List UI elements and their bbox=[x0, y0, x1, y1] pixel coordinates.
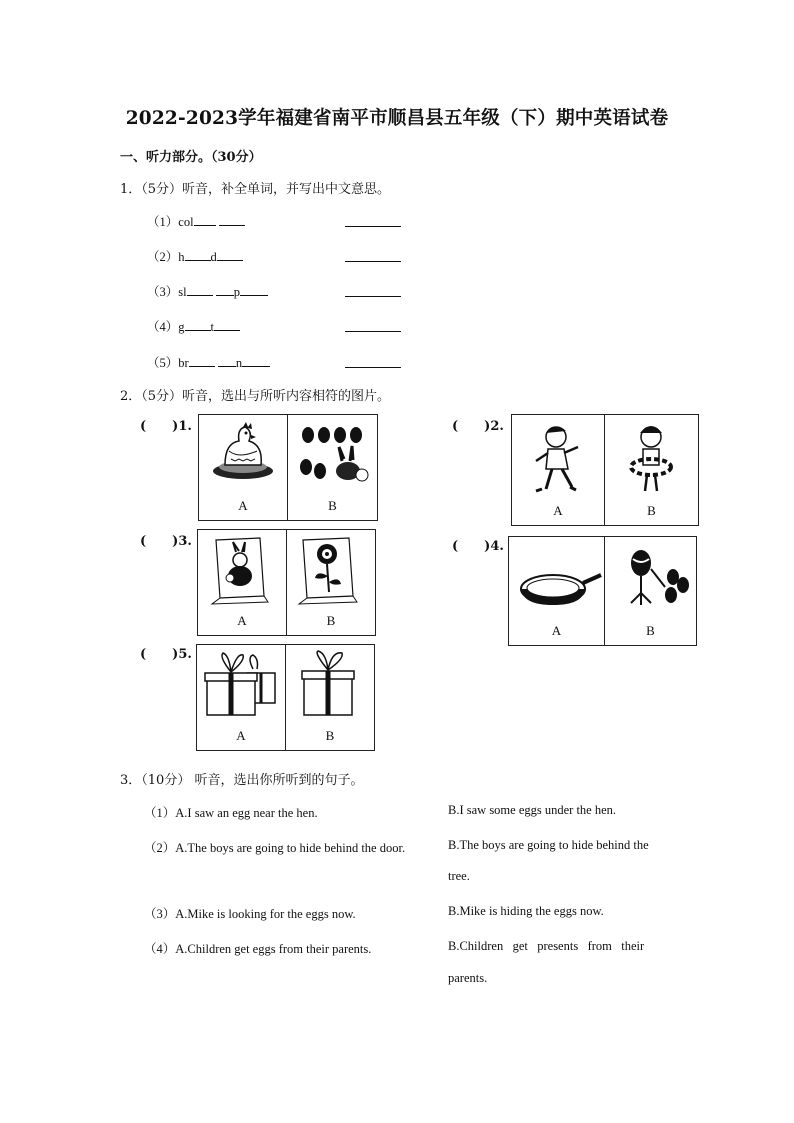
q1-item-1 bbox=[147, 212, 245, 230]
answer-paren[interactable]: ( ) bbox=[452, 539, 491, 554]
q1-item-5 bbox=[147, 353, 270, 371]
sentence-a: A.The boys are going to hide behind the door. bbox=[175, 841, 406, 855]
word-part: h bbox=[178, 250, 185, 264]
fill-blank[interactable] bbox=[217, 248, 243, 261]
sentence-a: A.Children get eggs from their parents. bbox=[175, 942, 372, 956]
fill-blank[interactable] bbox=[242, 354, 270, 367]
option-a[interactable] bbox=[199, 415, 287, 520]
option-a[interactable] bbox=[198, 530, 286, 635]
meaning-answer-line-2[interactable] bbox=[345, 261, 401, 262]
fill-blank[interactable] bbox=[216, 283, 234, 296]
meaning-answer-line-5[interactable] bbox=[345, 367, 401, 368]
q2-picture-pair-4 bbox=[508, 536, 697, 646]
q3-item-3-option-b[interactable]: B.Mike is hiding the eggs now. bbox=[448, 904, 604, 918]
fill-blank[interactable] bbox=[194, 213, 216, 226]
q3-item-1-option-a[interactable] bbox=[144, 803, 318, 821]
item-number: （4） bbox=[144, 942, 176, 956]
q3-item-4-option-b-cont: parents. bbox=[448, 971, 488, 985]
item-number: 2. bbox=[490, 419, 504, 434]
item-number: （2） bbox=[147, 250, 179, 264]
item-number: 3. bbox=[178, 534, 192, 549]
fill-blank[interactable] bbox=[189, 354, 215, 367]
fill-blank[interactable] bbox=[187, 283, 213, 296]
item-number: 4. bbox=[490, 539, 504, 554]
meaning-answer-line-3[interactable] bbox=[345, 296, 401, 297]
word-part: d bbox=[210, 250, 217, 264]
q3-item-2-option-b[interactable]: B.The boys are going to hide behind the bbox=[448, 838, 649, 852]
q2-picture-pair-1 bbox=[198, 414, 378, 521]
label-b: B bbox=[647, 503, 656, 518]
q1-item-2 bbox=[147, 247, 243, 265]
q2-answer-paren-3[interactable] bbox=[140, 530, 192, 549]
item-number: （1） bbox=[144, 806, 176, 820]
q1-item-3 bbox=[147, 282, 268, 300]
page-title: 2022-2023学年福建省南平市顺昌县五年级（下）期中英语试卷 bbox=[125, 108, 669, 129]
fill-blank[interactable] bbox=[240, 283, 268, 296]
word-part: g bbox=[178, 320, 185, 334]
word-part: p bbox=[233, 285, 240, 299]
q1-item-4 bbox=[147, 317, 240, 335]
answer-paren[interactable]: ( ) bbox=[140, 419, 179, 434]
section-listening-heading: 一、听力部分。（30分） bbox=[120, 150, 262, 165]
item-number: （2） bbox=[144, 841, 176, 855]
q2-answer-paren-2[interactable] bbox=[452, 415, 504, 434]
q3-item-3-option-a[interactable] bbox=[144, 904, 356, 922]
option-a[interactable] bbox=[509, 537, 604, 645]
meaning-answer-line-1[interactable] bbox=[345, 226, 401, 227]
option-b[interactable] bbox=[286, 530, 375, 635]
q2-answer-paren-4[interactable] bbox=[452, 535, 504, 554]
item-number: （3） bbox=[147, 285, 179, 299]
fill-blank[interactable] bbox=[219, 213, 245, 226]
word-part: sl bbox=[178, 285, 187, 299]
word-part: t bbox=[210, 320, 214, 334]
word-part: n bbox=[235, 356, 243, 370]
q3-item-4-option-b[interactable]: B.Children get presents from their bbox=[448, 939, 645, 953]
question-3-stem: 3．（10分） 听音，选出你所听到的句子。 bbox=[120, 773, 364, 788]
item-number: （4） bbox=[147, 320, 179, 334]
fill-blank[interactable] bbox=[185, 318, 211, 331]
question-2-stem: 2．（5分）听音，选出与所听内容相符的图片。 bbox=[120, 389, 391, 404]
option-b[interactable] bbox=[287, 415, 377, 520]
label-b: B bbox=[328, 498, 337, 513]
fill-blank[interactable] bbox=[185, 248, 211, 261]
fill-blank[interactable] bbox=[214, 318, 240, 331]
fill-blank[interactable] bbox=[218, 354, 236, 367]
q2-picture-pair-3 bbox=[197, 529, 376, 636]
label-b: B bbox=[325, 728, 335, 743]
label-a: A bbox=[553, 503, 563, 518]
q2-answer-paren-1[interactable] bbox=[140, 415, 192, 434]
q2-picture-pair-2 bbox=[511, 414, 699, 526]
label-a: A bbox=[238, 498, 248, 513]
q3-item-4-option-a[interactable] bbox=[144, 939, 371, 957]
answer-paren[interactable]: ( ) bbox=[140, 647, 179, 662]
item-number: 1. bbox=[178, 419, 192, 434]
answer-paren[interactable]: ( ) bbox=[140, 534, 179, 549]
q3-item-2-option-b-cont: tree. bbox=[448, 869, 470, 883]
label-a: A bbox=[236, 728, 246, 743]
word-part: col bbox=[178, 215, 194, 229]
option-b[interactable] bbox=[604, 415, 698, 525]
item-number: （5） bbox=[147, 356, 179, 370]
q3-item-2-option-a[interactable] bbox=[144, 838, 405, 856]
item-number: （3） bbox=[144, 907, 176, 921]
q2-picture-pair-5 bbox=[196, 644, 375, 751]
answer-paren[interactable]: ( ) bbox=[452, 419, 491, 434]
option-a[interactable] bbox=[512, 415, 604, 525]
meaning-answer-line-4[interactable] bbox=[345, 331, 401, 332]
item-number: （1） bbox=[147, 215, 179, 229]
item-number: 5. bbox=[178, 647, 192, 662]
sentence-a: A.I saw an egg near the hen. bbox=[175, 806, 318, 820]
option-b[interactable] bbox=[604, 537, 696, 645]
word-part: br bbox=[178, 356, 189, 370]
label-b: B bbox=[646, 623, 655, 638]
q2-answer-paren-5[interactable] bbox=[140, 643, 192, 662]
label-a: A bbox=[237, 613, 247, 628]
option-a[interactable] bbox=[197, 645, 285, 750]
q3-item-1-option-b[interactable]: B.I saw some eggs under the hen. bbox=[448, 803, 617, 817]
label-b: B bbox=[326, 613, 336, 628]
label-a: A bbox=[551, 623, 562, 638]
option-b[interactable] bbox=[285, 645, 374, 750]
sentence-a: A.Mike is looking for the eggs now. bbox=[175, 907, 356, 921]
question-1-stem: 1．（5分）听音，补全单词，并写出中文意思。 bbox=[120, 182, 391, 197]
